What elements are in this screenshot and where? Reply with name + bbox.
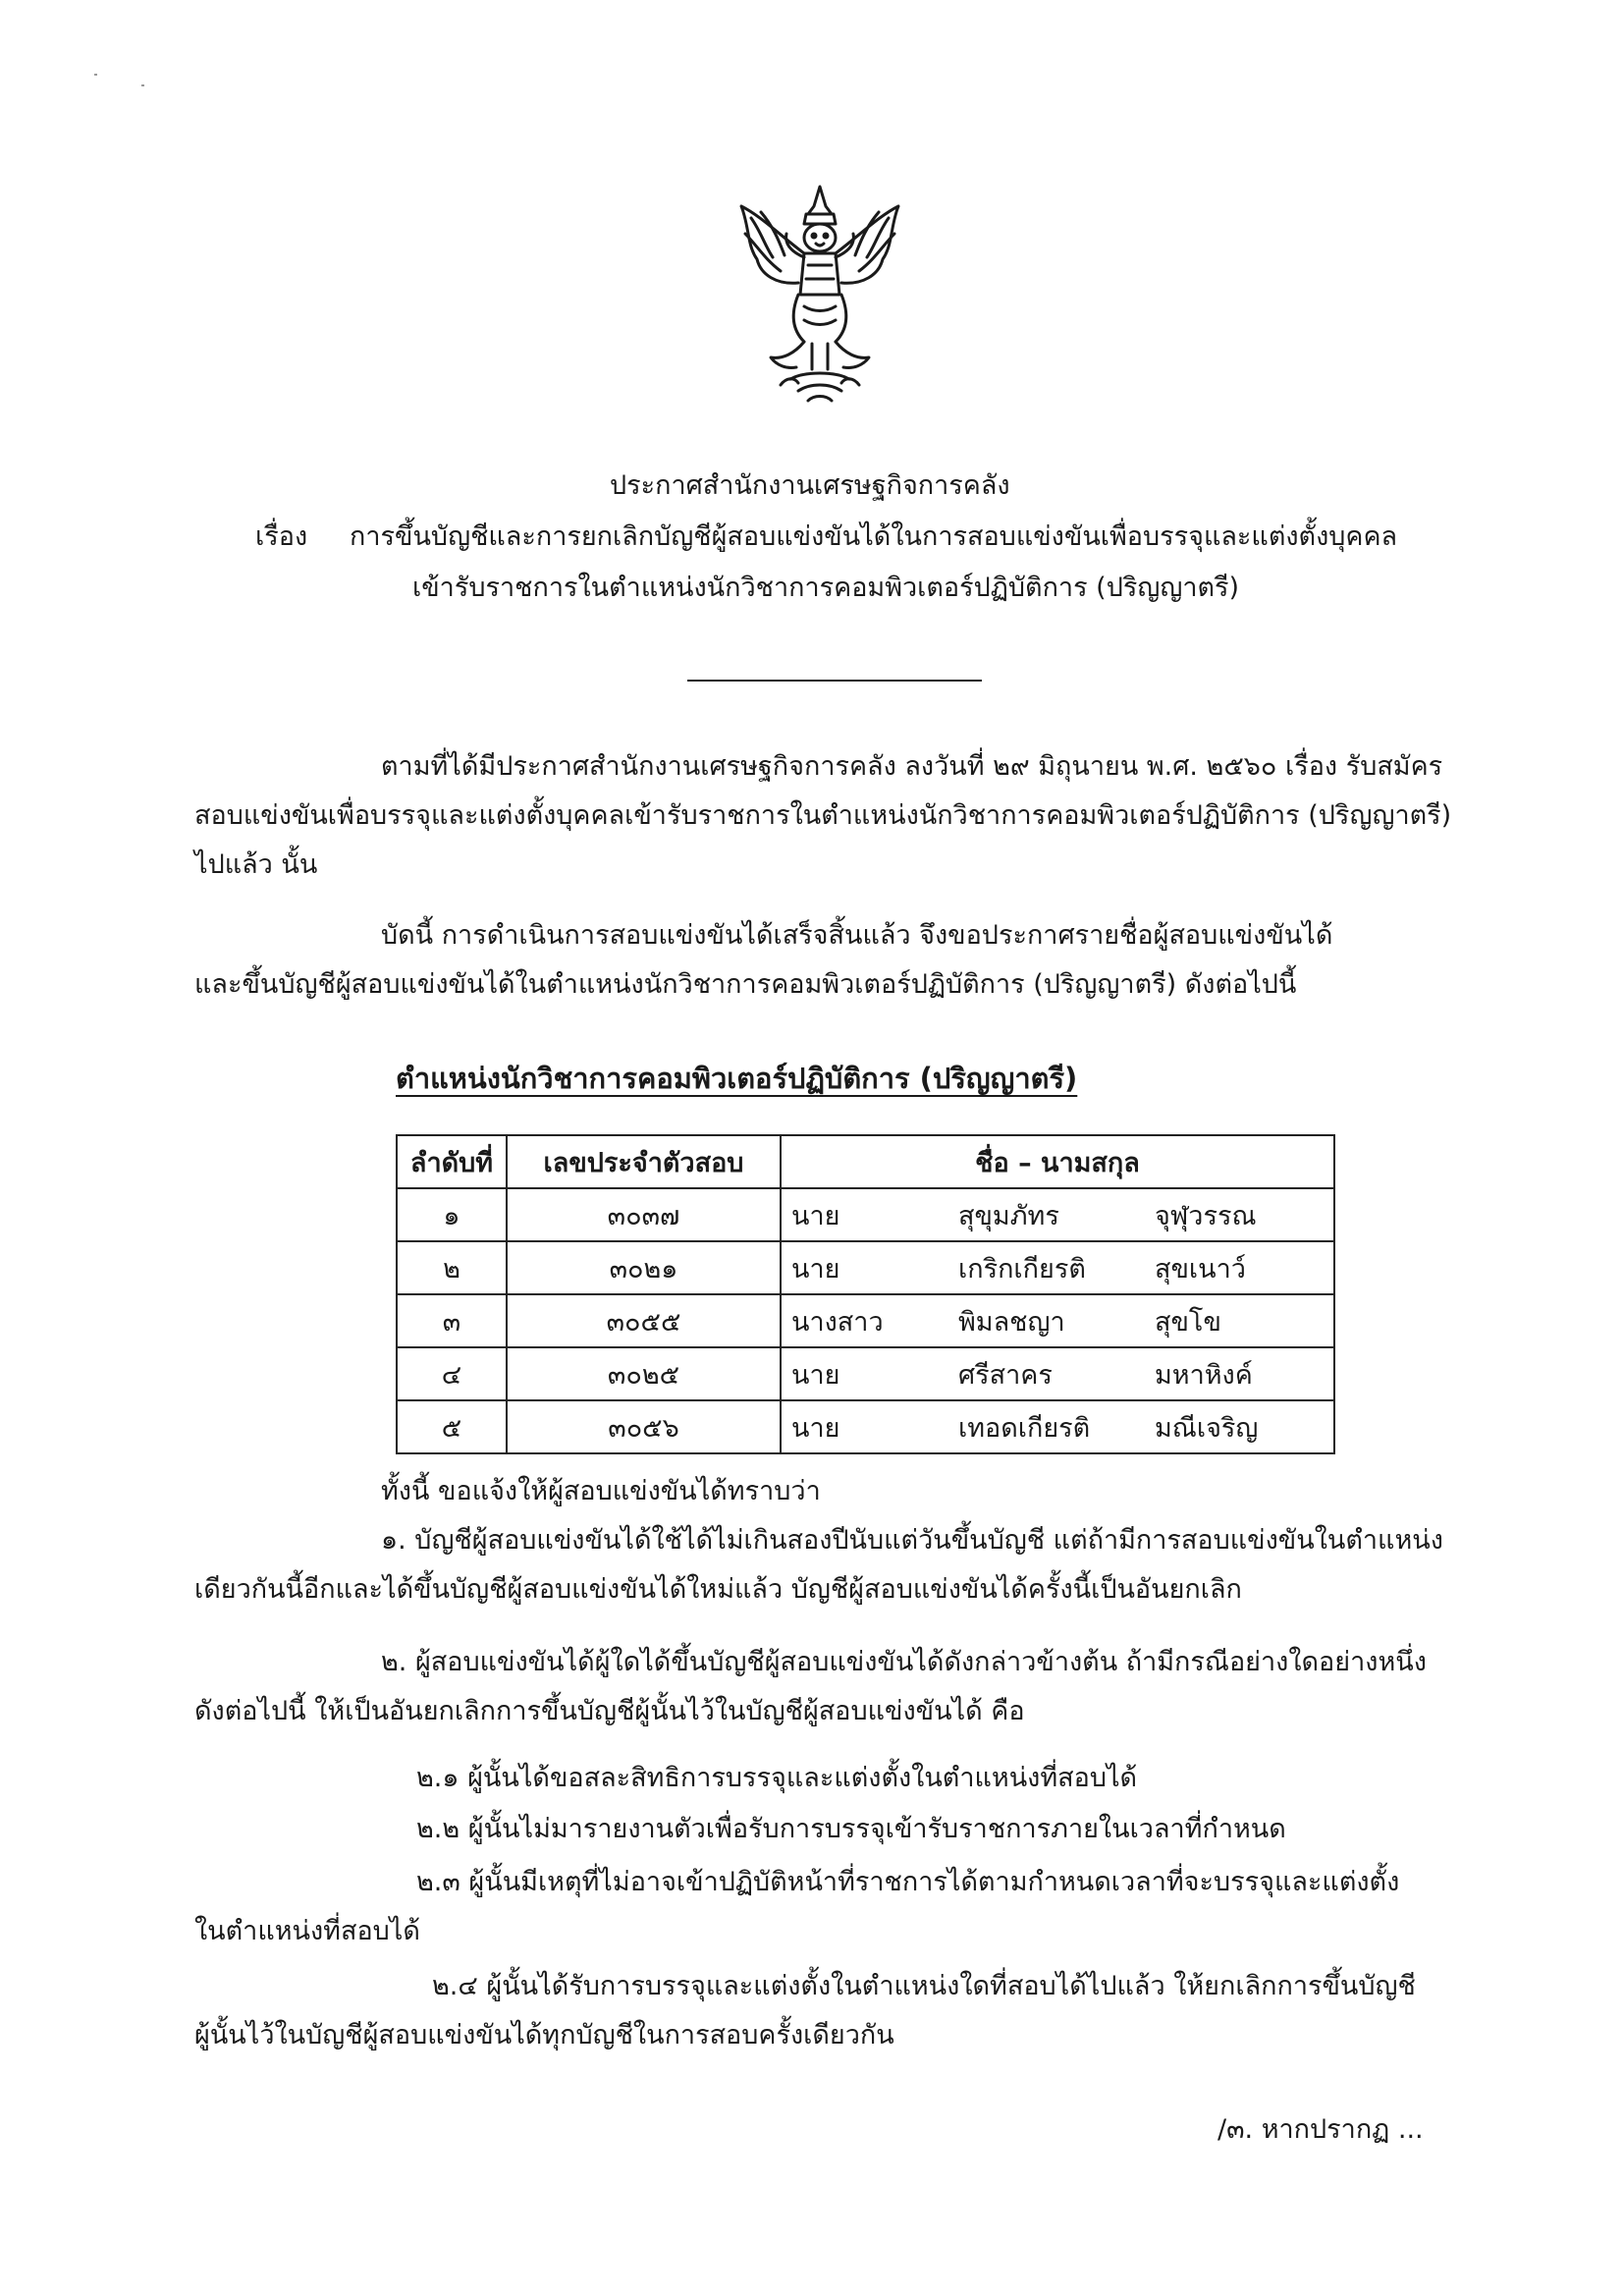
- table-header-row: [397, 1135, 1334, 1188]
- section-heading: ตำแหน่งนักวิชาการคอมพิวเตอร์ปฏิบัติการ (ปริญญาตรี): [396, 1062, 1078, 1095]
- conditions-intro: ทั้งนี้ ขอแจ้งให้ผู้สอบแข่งขันได้ทราบว่า: [381, 1476, 821, 1506]
- cell-last-name: มหาหิงค์: [1145, 1347, 1334, 1400]
- header-name: ชื่อ – นามสกุล: [781, 1135, 1334, 1188]
- cell-exam-id: ๓๐๓๗: [507, 1188, 781, 1241]
- cell-first-name: สุขุมภัทร: [948, 1188, 1145, 1241]
- condition-2-3-line-2: ในตำแหน่งที่สอบได้: [194, 1916, 420, 1946]
- table-row: [397, 1347, 1334, 1400]
- cell-prefix: นาย: [781, 1347, 948, 1400]
- condition-2-4-line-1: ๒.๔ ผู้นั้นได้รับการบรรจุและแต่งตั้งในตำแหน่งใดที่สอบได้ไปแล้ว ให้ยกเลิกการขึ้นบัญชี: [432, 1971, 1416, 2001]
- cell-prefix: นางสาว: [781, 1294, 948, 1347]
- table-row: [397, 1188, 1334, 1241]
- paragraph-1-line-2: สอบแข่งขันเพื่อบรรจุและแต่งตั้งบุคคลเข้ารับราชการในตำแหน่งนักวิชาการคอมพิวเตอร์ปฏิบัติการ (ปริญญาตรี): [194, 800, 1452, 831]
- cell-prefix: นาย: [781, 1188, 948, 1241]
- condition-2-line-1: ๒. ผู้สอบแข่งขันได้ผู้ใดได้ขึ้นบัญชีผู้สอบแข่งขันได้ดังกล่าวข้างต้น ถ้ามีกรณีอย่างใดอย่างหนึ่ง: [381, 1647, 1427, 1677]
- cell-last-name: สุขโข: [1145, 1294, 1334, 1347]
- table-row: [397, 1241, 1334, 1294]
- header-exam-id: เลขประจำตัวสอบ: [507, 1135, 781, 1188]
- paragraph-1-line-3: ไปแล้ว นั้น: [194, 849, 318, 880]
- condition-1-line-1: ๑. บัญชีผู้สอบแข่งขันได้ใช้ได้ไม่เกินสองปีนับแต่วันขึ้นบัญชี แต่ถ้ามีการสอบแข่งขันในตำแหน่ง: [381, 1525, 1443, 1556]
- condition-2-3-line-1: ๒.๓ ผู้นั้นมีเหตุที่ไม่อาจเข้าปฏิบัติหน้าที่ราชการได้ตามกำหนดเวลาที่จะบรรจุและแต่งตั้ง: [416, 1867, 1400, 1897]
- cell-order: ๔: [397, 1347, 507, 1400]
- cell-exam-id: ๓๐๒๕: [507, 1347, 781, 1400]
- subject-line-1: การขึ้นบัญชีและการยกเลิกบัญชีผู้สอบแข่งขันได้ในการสอบแข่งขันเพื่อบรรจุและแต่งตั้งบุคคล: [350, 521, 1398, 552]
- cell-order: ๒: [397, 1241, 507, 1294]
- cell-exam-id: ๓๐๕๖: [507, 1400, 781, 1453]
- title-divider: [687, 680, 982, 682]
- condition-2-4-line-2: ผู้นั้นไว้ในบัญชีผู้สอบแข่งขันได้ทุกบัญชีในการสอบครั้งเดียวกัน: [194, 2020, 894, 2050]
- cell-order: ๑: [397, 1188, 507, 1241]
- condition-2-line-2: ดังต่อไปนี้ ให้เป็นอันยกเลิกการขึ้นบัญชีผู้นั้นไว้ในบัญชีผู้สอบแข่งขันได้ คือ: [194, 1696, 1025, 1726]
- cell-last-name: จุฬุวรรณ: [1145, 1188, 1334, 1241]
- cell-first-name: เทอดเกียรติ: [948, 1400, 1145, 1453]
- table-row: [397, 1400, 1334, 1453]
- scan-speck: [141, 84, 144, 86]
- condition-2-2: ๒.๒ ผู้นั้นไม่มารายงานตัวเพื่อรับการบรรจุเข้ารับราชการภายในเวลาที่กำหนด: [416, 1814, 1286, 1844]
- subject-label: เรื่อง: [255, 521, 308, 552]
- cell-order: ๓: [397, 1294, 507, 1347]
- subject-line-2: เข้ารับราชการในตำแหน่งนักวิชาการคอมพิวเตอร์ปฏิบัติการ (ปริญญาตรี): [412, 573, 1240, 603]
- condition-1-line-2: เดียวกันนี้อีกและได้ขึ้นบัญชีผู้สอบแข่งขันได้ใหม่แล้ว บัญชีผู้สอบแข่งขันได้ครั้งนี้เป็นอันยกเลิก: [194, 1574, 1242, 1605]
- candidate-table: [396, 1134, 1335, 1454]
- page-continuation: /๓. หากปรากฏ ...: [1217, 2114, 1424, 2145]
- garuda-emblem: [722, 177, 918, 412]
- cell-first-name: พิมลชญา: [948, 1294, 1145, 1347]
- paragraph-1-line-1: ตามที่ได้มีประกาศสำนักงานเศรษฐกิจการคลัง ลงวันที่ ๒๙ มิถุนายน พ.ศ. ๒๕๖๐ เรื่อง รับสมัคร: [381, 751, 1443, 782]
- agency-title: ประกาศสำนักงานเศรษฐกิจการคลัง: [610, 470, 1010, 501]
- cell-prefix: นาย: [781, 1400, 948, 1453]
- header-order: ลำดับที่: [397, 1135, 507, 1188]
- table-row: [397, 1294, 1334, 1347]
- condition-2-1: ๒.๑ ผู้นั้นได้ขอสละสิทธิการบรรจุและแต่งตั้งในตำแหน่งที่สอบได้: [416, 1763, 1138, 1793]
- cell-prefix: นาย: [781, 1241, 948, 1294]
- cell-exam-id: ๓๐๕๕: [507, 1294, 781, 1347]
- cell-first-name: เกริกเกียรติ: [948, 1241, 1145, 1294]
- cell-last-name: มณีเจริญ: [1145, 1400, 1334, 1453]
- scan-speck: [94, 74, 97, 76]
- paragraph-2-line-2: และขึ้นบัญชีผู้สอบแข่งขันได้ในตำแหน่งนักวิชาการคอมพิวเตอร์ปฏิบัติการ (ปริญญาตรี) ดังต่อไปนี้: [194, 969, 1297, 1000]
- cell-first-name: ศรีสาคร: [948, 1347, 1145, 1400]
- cell-order: ๕: [397, 1400, 507, 1453]
- cell-exam-id: ๓๐๒๑: [507, 1241, 781, 1294]
- paragraph-2-line-1: บัดนี้ การดำเนินการสอบแข่งขันได้เสร็จสิ้นแล้ว จึงขอประกาศรายชื่อผู้สอบแข่งขันได้: [381, 920, 1333, 951]
- cell-last-name: สุขเนาว์: [1145, 1241, 1334, 1294]
